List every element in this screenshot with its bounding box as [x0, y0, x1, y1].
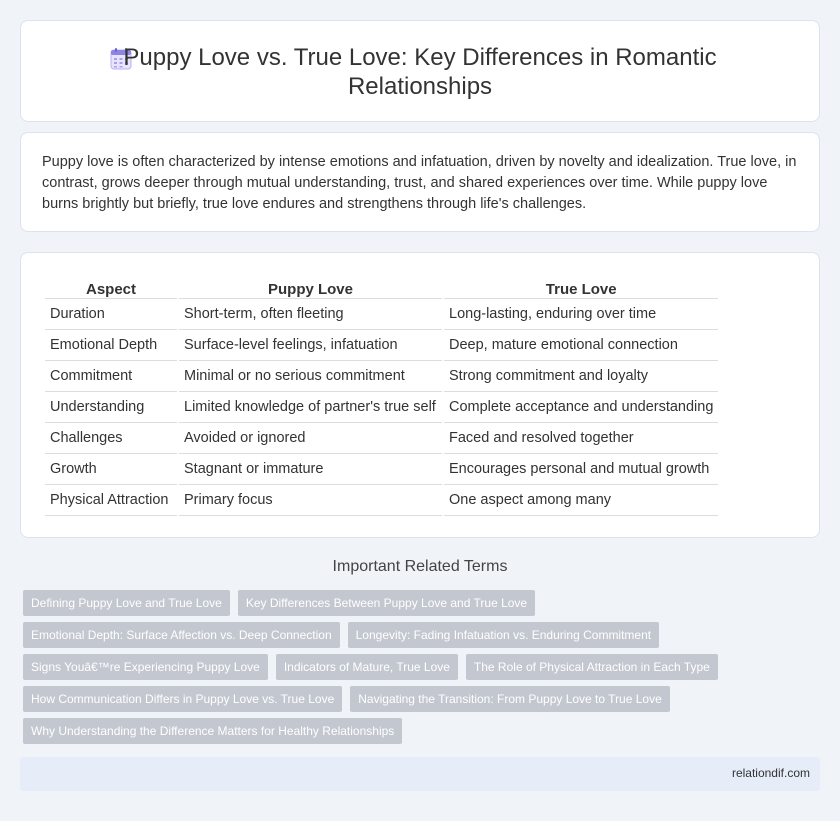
related-term-tag[interactable]: The Role of Physical Attraction in Each Type	[466, 654, 718, 680]
table-row	[45, 485, 718, 516]
table-cell: Duration	[45, 299, 177, 330]
comparison-table	[43, 275, 720, 516]
table-cell: Physical Attraction	[45, 485, 177, 516]
header-true-love: True Love	[444, 275, 718, 299]
intro-paragraph: Puppy love is often characterized by intense emotions and infatuation, driven by novelty and idealization. True love, in contrast, grows deeper through mutual understanding, trust, and shared experiences over time. While puppy love burns brightly but briefly, true love endures and strengthens through life's challenges.	[42, 154, 797, 212]
table-cell: Short-term, often fleeting	[179, 299, 442, 330]
related-term-tag[interactable]: Indicators of Mature, True Love	[276, 654, 458, 680]
related-terms-title: Important Related Terms	[332, 558, 508, 575]
table-cell: Encourages personal and mutual growth	[444, 454, 718, 485]
table-row	[45, 454, 718, 485]
comparison-card	[20, 252, 820, 538]
related-term-tag[interactable]: Key Differences Between Puppy Love and True Love	[238, 590, 535, 616]
table-row	[45, 392, 718, 423]
related-term-tag[interactable]: Longevity: Fading Infatuation vs. Enduring Commitment	[348, 622, 660, 648]
table-cell: Commitment	[45, 361, 177, 392]
intro-card	[20, 132, 820, 232]
table-cell: Deep, mature emotional connection	[444, 330, 718, 361]
table-cell: Complete acceptance and understanding	[444, 392, 718, 423]
table-cell: Limited knowledge of partner's true self	[179, 392, 442, 423]
related-term-tag[interactable]: How Communication Differs in Puppy Love vs. True Love	[23, 686, 342, 712]
table-cell: One aspect among many	[444, 485, 718, 516]
table-row	[45, 423, 718, 454]
footer-site-link[interactable]: relationdif.com	[731, 766, 810, 780]
table-cell: Surface-level feelings, infatuation	[179, 330, 442, 361]
related-terms-list	[23, 590, 823, 750]
page-title: Puppy Love vs. True Love: Key Differences in Romantic Relationships	[123, 44, 717, 100]
related-term-tag[interactable]: Defining Puppy Love and True Love	[23, 590, 230, 616]
header-aspect: Aspect	[45, 275, 177, 299]
table-cell: Stagnant or immature	[179, 454, 442, 485]
table-cell: Avoided or ignored	[179, 423, 442, 454]
table-cell: Primary focus	[179, 485, 442, 516]
related-term-tag[interactable]: Emotional Depth: Surface Affection vs. Deep Connection	[23, 622, 340, 648]
table-cell: Understanding	[45, 392, 177, 423]
related-term-tag[interactable]: Why Understanding the Difference Matters for Healthy Relationships	[23, 718, 402, 744]
related-term-tag[interactable]: Signs Youâ€™re Experiencing Puppy Love	[23, 654, 268, 680]
footer-bar	[20, 757, 820, 791]
table-row	[45, 299, 718, 330]
table-header-row	[45, 275, 718, 299]
header-puppy-love: Puppy Love	[179, 275, 442, 299]
table-row	[45, 330, 718, 361]
table-row	[45, 361, 718, 392]
table-cell: Emotional Depth	[45, 330, 177, 361]
related-term-tag[interactable]: Navigating the Transition: From Puppy Love to True Love	[350, 686, 670, 712]
table-cell: Challenges	[45, 423, 177, 454]
table-cell: Strong commitment and loyalty	[444, 361, 718, 392]
table-cell: Growth	[45, 454, 177, 485]
header-card	[20, 20, 820, 122]
table-cell: Minimal or no serious commitment	[179, 361, 442, 392]
table-cell: Long-lasting, enduring over time	[444, 299, 718, 330]
table-cell: Faced and resolved together	[444, 423, 718, 454]
